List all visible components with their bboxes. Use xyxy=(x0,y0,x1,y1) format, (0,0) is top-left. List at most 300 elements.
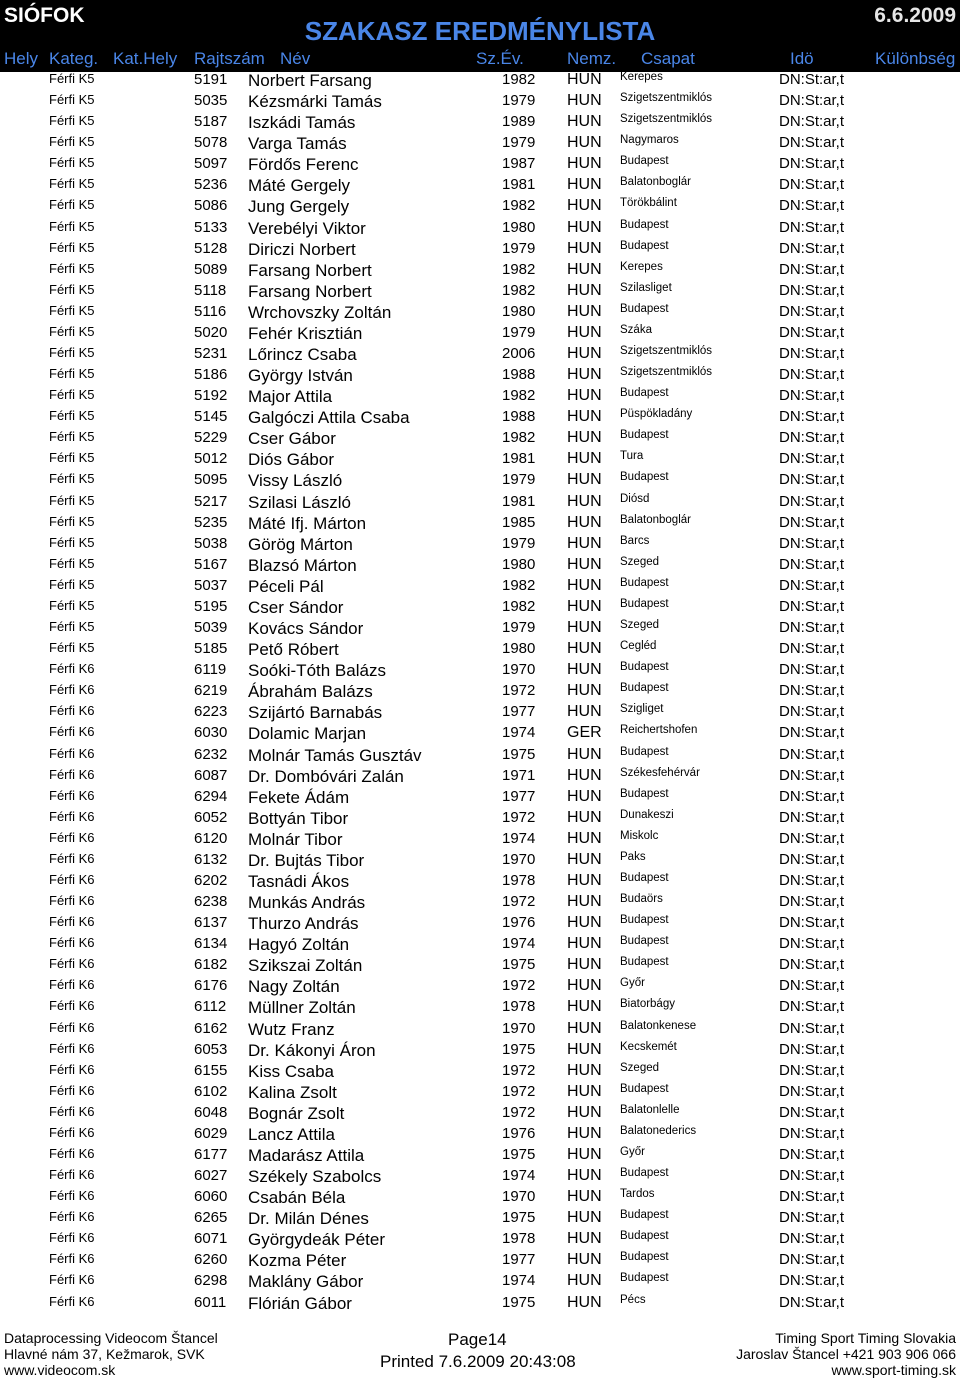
birth-year-cell: 1980 xyxy=(502,218,536,236)
bib-cell: 6202 xyxy=(194,871,228,889)
table-row xyxy=(0,893,960,914)
time-cell: DN:St:ar,t xyxy=(779,724,845,742)
time-cell: DN:St:ar,t xyxy=(779,1188,845,1206)
table-row xyxy=(0,240,960,261)
table-row xyxy=(0,1209,960,1230)
name-cell: Major Attila xyxy=(248,387,333,407)
event-date: 6.6.2009 xyxy=(874,4,956,27)
table-row xyxy=(0,1188,960,1209)
time-cell: DN:St:ar,t xyxy=(779,829,845,847)
birth-year-cell: 1976 xyxy=(502,1124,536,1142)
nationality-cell: HUN xyxy=(567,197,602,215)
name-cell: Máté Ifj. Márton xyxy=(248,513,367,533)
birth-year-cell: 1978 xyxy=(502,1230,536,1248)
birth-year-cell: 1975 xyxy=(502,745,536,763)
birth-year-cell: 1977 xyxy=(502,787,536,805)
club-cell: Miskolc xyxy=(620,829,659,842)
bib-cell: 5038 xyxy=(194,534,228,552)
category-cell: Férfi K6 xyxy=(49,787,95,803)
club-cell: Szigetszentmiklós xyxy=(620,113,713,126)
category-cell: Férfi K5 xyxy=(49,450,95,466)
time-cell: DN:St:ar,t xyxy=(779,113,845,131)
birth-year-cell: 1970 xyxy=(502,1188,536,1206)
category-cell: Férfi K5 xyxy=(49,260,95,276)
category-cell: Férfi K6 xyxy=(49,1061,95,1077)
page-number: Page14 xyxy=(448,1330,507,1349)
club-cell: Dunakeszi xyxy=(620,808,674,821)
name-cell: Kalina Zsolt xyxy=(248,1082,337,1102)
nationality-cell: HUN xyxy=(567,345,602,363)
club-cell: Budaörs xyxy=(620,893,663,906)
footer-timing-company: Timing Sport Timing Slovakia xyxy=(775,1330,956,1346)
birth-year-cell: 1982 xyxy=(502,260,536,278)
name-cell: Molnár Tamás Gusztáv xyxy=(248,745,422,765)
birth-year-cell: 1982 xyxy=(502,197,536,215)
bib-cell: 6071 xyxy=(194,1230,228,1248)
club-cell: Balatonboglár xyxy=(620,513,691,526)
footer-address: Hlavné nám 37, Kežmarok, SVK xyxy=(4,1346,205,1362)
table-row xyxy=(0,1125,960,1146)
time-cell: DN:St:ar,t xyxy=(779,956,845,974)
table-row xyxy=(0,387,960,408)
club-cell: Püspökladány xyxy=(620,408,693,421)
printed-timestamp: Printed 7.6.2009 20:43:08 xyxy=(380,1352,576,1371)
category-cell: Férfi K6 xyxy=(49,1040,95,1056)
results-table xyxy=(0,71,960,1315)
bib-cell: 6260 xyxy=(194,1251,228,1269)
category-cell: Férfi K6 xyxy=(49,1145,95,1161)
table-row xyxy=(0,493,960,514)
table-row xyxy=(0,197,960,218)
time-cell: DN:St:ar,t xyxy=(779,871,845,889)
time-cell: DN:St:ar,t xyxy=(779,1209,845,1227)
club-cell: Nagymaros xyxy=(620,134,679,147)
table-row xyxy=(0,577,960,598)
time-cell: DN:St:ar,t xyxy=(779,197,845,215)
category-cell: Férfi K5 xyxy=(49,197,95,213)
nationality-cell: HUN xyxy=(567,703,602,721)
club-cell: Száka xyxy=(620,323,652,336)
category-cell: Férfi K5 xyxy=(49,92,95,108)
col-bib: Rajtszám xyxy=(194,49,265,68)
time-cell: DN:St:ar,t xyxy=(779,323,845,341)
nationality-cell: HUN xyxy=(567,408,602,426)
birth-year-cell: 1977 xyxy=(502,703,536,721)
nationality-cell: HUN xyxy=(567,619,602,637)
bib-cell: 6182 xyxy=(194,956,228,974)
category-cell: Férfi K6 xyxy=(49,1188,95,1204)
category-cell: Férfi K5 xyxy=(49,471,95,487)
club-cell: Szeged xyxy=(620,1061,660,1074)
table-row xyxy=(0,682,960,703)
club-cell: Szigetszentmiklós xyxy=(620,92,713,105)
bib-cell: 6176 xyxy=(194,977,228,995)
birth-year-cell: 1972 xyxy=(502,1082,536,1100)
nationality-cell: HUN xyxy=(567,1188,602,1206)
nationality-cell: HUN xyxy=(567,1124,602,1142)
nationality-cell: HUN xyxy=(567,71,602,88)
birth-year-cell: 1979 xyxy=(502,534,536,552)
club-cell: Budapest xyxy=(620,471,669,484)
name-cell: Ábrahám Balázs xyxy=(248,682,373,702)
nationality-cell: HUN xyxy=(567,1167,602,1185)
bib-cell: 6102 xyxy=(194,1082,228,1100)
name-cell: Soóki-Tóth Balázs xyxy=(248,661,386,681)
club-cell: Paks xyxy=(620,850,646,863)
name-cell: Vissy László xyxy=(248,471,343,491)
club-cell: Budapest xyxy=(620,745,669,758)
category-cell: Férfi K6 xyxy=(49,829,95,845)
table-row xyxy=(0,830,960,851)
footer-contact: Jaroslav Štancel +421 903 906 066 xyxy=(736,1346,956,1362)
birth-year-cell: 1974 xyxy=(502,1167,536,1185)
nationality-cell: HUN xyxy=(567,661,602,679)
page-footer xyxy=(0,1322,960,1381)
club-cell: Budapest xyxy=(620,956,669,969)
club-cell: Budapest xyxy=(620,218,669,231)
nationality-cell: HUN xyxy=(567,1061,602,1079)
name-cell: Bognár Zsolt xyxy=(248,1103,345,1123)
category-cell: Férfi K6 xyxy=(49,703,95,719)
time-cell: DN:St:ar,t xyxy=(779,661,845,679)
time-cell: DN:St:ar,t xyxy=(779,471,845,489)
time-cell: DN:St:ar,t xyxy=(779,281,845,299)
club-cell: Budapest xyxy=(620,597,669,610)
time-cell: DN:St:ar,t xyxy=(779,218,845,236)
nationality-cell: HUN xyxy=(567,134,602,152)
bib-cell: 6219 xyxy=(194,682,228,700)
club-cell: Kerepes xyxy=(620,260,663,273)
nationality-cell: HUN xyxy=(567,956,602,974)
name-cell: Munkás András xyxy=(248,893,366,913)
category-cell: Férfi K5 xyxy=(49,408,95,424)
bib-cell: 5231 xyxy=(194,345,228,363)
club-cell: Budapest xyxy=(620,1272,669,1285)
bib-cell: 6053 xyxy=(194,1040,228,1058)
nationality-cell: HUN xyxy=(567,1272,602,1290)
category-cell: Férfi K5 xyxy=(49,323,95,339)
bib-cell: 5095 xyxy=(194,471,228,489)
name-cell: Dr. Milán Dénes xyxy=(248,1209,369,1229)
time-cell: DN:St:ar,t xyxy=(779,1019,845,1037)
category-cell: Férfi K6 xyxy=(49,850,95,866)
bib-cell: 5133 xyxy=(194,218,228,236)
table-row xyxy=(0,746,960,767)
club-cell: Tura xyxy=(620,450,644,463)
time-cell: DN:St:ar,t xyxy=(779,1124,845,1142)
bib-cell: 5236 xyxy=(194,176,228,194)
table-row xyxy=(0,851,960,872)
time-cell: DN:St:ar,t xyxy=(779,513,845,531)
table-row xyxy=(0,935,960,956)
club-cell: Balatonboglár xyxy=(620,176,691,189)
birth-year-cell: 1978 xyxy=(502,998,536,1016)
nationality-cell: HUN xyxy=(567,1251,602,1269)
nationality-cell: HUN xyxy=(567,1209,602,1227)
bib-cell: 5097 xyxy=(194,155,228,173)
club-cell: Budapest xyxy=(620,1167,669,1180)
name-cell: Nagy Zoltán xyxy=(248,977,340,997)
bib-cell: 5186 xyxy=(194,366,228,384)
table-row xyxy=(0,809,960,830)
name-cell: Wrchovszky Zoltán xyxy=(248,302,392,322)
nationality-cell: HUN xyxy=(567,935,602,953)
time-cell: DN:St:ar,t xyxy=(779,977,845,995)
bib-cell: 6060 xyxy=(194,1188,228,1206)
club-cell: Budapest xyxy=(620,661,669,674)
birth-year-cell: 1982 xyxy=(502,281,536,299)
time-cell: DN:St:ar,t xyxy=(779,1293,845,1311)
category-cell: Férfi K6 xyxy=(49,871,95,887)
table-row xyxy=(0,219,960,240)
club-cell: Budapest xyxy=(620,682,669,695)
name-cell: Verebélyi Viktor xyxy=(248,218,366,238)
category-cell: Férfi K6 xyxy=(49,956,95,972)
club-cell: Kerepes xyxy=(620,71,663,83)
table-row xyxy=(0,113,960,134)
nationality-cell: HUN xyxy=(567,1019,602,1037)
category-cell: Férfi K5 xyxy=(49,387,95,403)
category-cell: Férfi K5 xyxy=(49,281,95,297)
birth-year-cell: 1972 xyxy=(502,682,536,700)
category-cell: Férfi K6 xyxy=(49,1293,95,1309)
birth-year-cell: 1972 xyxy=(502,1061,536,1079)
category-cell: Férfi K5 xyxy=(49,555,95,571)
nationality-cell: HUN xyxy=(567,977,602,995)
table-row xyxy=(0,261,960,282)
name-cell: Norbert Farsang xyxy=(248,71,372,90)
nationality-cell: HUN xyxy=(567,176,602,194)
name-cell: Dr. Kákonyi Áron xyxy=(248,1040,376,1060)
table-row xyxy=(0,998,960,1019)
name-cell: Molnár Tibor xyxy=(248,829,343,849)
name-cell: Farsang Norbert xyxy=(248,281,372,301)
category-cell: Férfi K5 xyxy=(49,619,95,635)
bib-cell: 6232 xyxy=(194,745,228,763)
club-cell: Budapest xyxy=(620,387,669,400)
table-row xyxy=(0,92,960,113)
time-cell: DN:St:ar,t xyxy=(779,155,845,173)
time-cell: DN:St:ar,t xyxy=(779,534,845,552)
table-row xyxy=(0,176,960,197)
birth-year-cell: 1978 xyxy=(502,871,536,889)
club-cell: Budapest xyxy=(620,914,669,927)
birth-year-cell: 1980 xyxy=(502,555,536,573)
name-cell: Flórián Gábor xyxy=(248,1293,352,1313)
birth-year-cell: 1981 xyxy=(502,450,536,468)
time-cell: DN:St:ar,t xyxy=(779,134,845,152)
bib-cell: 6162 xyxy=(194,1019,228,1037)
bib-cell: 5035 xyxy=(194,92,228,110)
birth-year-cell: 1980 xyxy=(502,302,536,320)
bib-cell: 6119 xyxy=(194,661,227,679)
club-cell: Budapest xyxy=(620,302,669,315)
nationality-cell: HUN xyxy=(567,640,602,658)
bib-cell: 5078 xyxy=(194,134,228,152)
category-cell: Férfi K6 xyxy=(49,724,95,740)
category-cell: Férfi K5 xyxy=(49,345,95,361)
nationality-cell: HUN xyxy=(567,155,602,173)
bib-cell: 6177 xyxy=(194,1145,228,1163)
table-row xyxy=(0,661,960,682)
name-cell: Jung Gergely xyxy=(248,197,350,217)
birth-year-cell: 1974 xyxy=(502,829,536,847)
name-cell: Blazsó Márton xyxy=(248,555,357,575)
time-cell: DN:St:ar,t xyxy=(779,450,845,468)
category-cell: Férfi K6 xyxy=(49,998,95,1014)
name-cell: Diós Gábor xyxy=(248,450,334,470)
club-cell: Reichertshofen xyxy=(620,724,698,737)
nationality-cell: HUN xyxy=(567,513,602,531)
nationality-cell: HUN xyxy=(567,1145,602,1163)
time-cell: DN:St:ar,t xyxy=(779,366,845,384)
nationality-cell: HUN xyxy=(567,871,602,889)
table-row xyxy=(0,767,960,788)
name-cell: Kiss Csaba xyxy=(248,1061,334,1081)
table-row xyxy=(0,640,960,661)
nationality-cell: HUN xyxy=(567,808,602,826)
nationality-cell: HUN xyxy=(567,1082,602,1100)
table-row xyxy=(0,1230,960,1251)
category-cell: Férfi K6 xyxy=(49,1230,95,1246)
bib-cell: 6027 xyxy=(194,1167,228,1185)
table-row xyxy=(0,1294,960,1315)
time-cell: DN:St:ar,t xyxy=(779,935,845,953)
category-cell: Férfi K5 xyxy=(49,155,95,171)
table-row xyxy=(0,1146,960,1167)
name-cell: Fekete Ádám xyxy=(248,787,350,807)
bib-cell: 5229 xyxy=(194,429,228,447)
table-row xyxy=(0,303,960,324)
category-cell: Férfi K5 xyxy=(49,513,95,529)
table-row xyxy=(0,619,960,640)
nationality-cell: HUN xyxy=(567,1040,602,1058)
club-cell: Budapest xyxy=(620,871,669,884)
table-row xyxy=(0,155,960,176)
table-row xyxy=(0,535,960,556)
birth-year-cell: 1982 xyxy=(502,387,536,405)
time-cell: DN:St:ar,t xyxy=(779,1145,845,1163)
bib-cell: 6087 xyxy=(194,766,228,784)
nationality-cell: HUN xyxy=(567,450,602,468)
birth-year-cell: 1975 xyxy=(502,1040,536,1058)
time-cell: DN:St:ar,t xyxy=(779,597,845,615)
name-cell: Dolamic Marjan xyxy=(248,724,367,744)
birth-year-cell: 1971 xyxy=(502,766,536,784)
bib-cell: 6029 xyxy=(194,1124,228,1142)
category-cell: Férfi K6 xyxy=(49,745,95,761)
table-row xyxy=(0,724,960,745)
club-cell: Budapest xyxy=(620,1251,669,1264)
time-cell: DN:St:ar,t xyxy=(779,345,845,363)
nationality-cell: HUN xyxy=(567,429,602,447)
nationality-cell: HUN xyxy=(567,387,602,405)
category-cell: Férfi K5 xyxy=(49,597,95,613)
footer-company: Dataprocessing Videocom Štancel xyxy=(4,1330,218,1346)
time-cell: DN:St:ar,t xyxy=(779,914,845,932)
category-cell: Férfi K5 xyxy=(49,218,95,234)
birth-year-cell: 1975 xyxy=(502,1145,536,1163)
birth-year-cell: 1988 xyxy=(502,408,536,426)
category-cell: Férfi K6 xyxy=(49,1209,95,1225)
results-header xyxy=(0,0,960,72)
name-cell: Madarász Attila xyxy=(248,1145,365,1165)
name-cell: Maklány Gábor xyxy=(248,1272,364,1292)
birth-year-cell: 1970 xyxy=(502,850,536,868)
club-cell: Balatonederics xyxy=(620,1124,697,1137)
club-cell: Törökbálint xyxy=(620,197,677,210)
bib-cell: 6137 xyxy=(194,914,228,932)
time-cell: DN:St:ar,t xyxy=(779,429,845,447)
nationality-cell: HUN xyxy=(567,555,602,573)
name-cell: Szilasi László xyxy=(248,492,351,512)
table-row xyxy=(0,1083,960,1104)
club-cell: Tardos xyxy=(620,1188,655,1201)
birth-year-cell: 1979 xyxy=(502,239,536,257)
category-cell: Férfi K6 xyxy=(49,1167,95,1183)
birth-year-cell: 1975 xyxy=(502,1293,536,1311)
club-cell: Diósd xyxy=(620,492,650,505)
category-cell: Férfi K6 xyxy=(49,661,95,677)
table-row xyxy=(0,408,960,429)
birth-year-cell: 1982 xyxy=(502,429,536,447)
category-cell: Férfi K6 xyxy=(49,766,95,782)
bib-cell: 5118 xyxy=(194,281,227,299)
category-cell: Férfi K5 xyxy=(49,239,95,255)
time-cell: DN:St:ar,t xyxy=(779,408,845,426)
bib-cell: 5128 xyxy=(194,239,228,257)
col-name: Név xyxy=(280,49,311,68)
birth-year-cell: 1976 xyxy=(502,914,536,932)
category-cell: Férfi K6 xyxy=(49,935,95,951)
name-cell: Szikszai Zoltán xyxy=(248,956,363,976)
time-cell: DN:St:ar,t xyxy=(779,1230,845,1248)
nationality-cell: HUN xyxy=(567,534,602,552)
table-row xyxy=(0,872,960,893)
col-nationality: Nemz. xyxy=(567,49,617,68)
time-cell: DN:St:ar,t xyxy=(779,302,845,320)
club-cell: Pécs xyxy=(620,1293,646,1306)
nationality-cell: HUN xyxy=(567,471,602,489)
bib-cell: 5192 xyxy=(194,387,228,405)
time-cell: DN:St:ar,t xyxy=(779,1103,845,1121)
club-cell: Balatonkenese xyxy=(620,1019,697,1032)
table-row xyxy=(0,514,960,535)
time-cell: DN:St:ar,t xyxy=(779,893,845,911)
category-cell: Férfi K6 xyxy=(49,914,95,930)
bib-cell: 5185 xyxy=(194,640,228,658)
table-row xyxy=(0,598,960,619)
category-cell: Férfi K5 xyxy=(49,134,95,150)
col-place: Hely xyxy=(4,49,39,68)
club-cell: Szigliget xyxy=(620,703,664,716)
table-row xyxy=(0,1041,960,1062)
bib-cell: 5145 xyxy=(194,408,228,426)
birth-year-cell: 1988 xyxy=(502,366,536,384)
category-cell: Férfi K5 xyxy=(49,576,95,592)
time-cell: DN:St:ar,t xyxy=(779,176,845,194)
table-row xyxy=(0,324,960,345)
time-cell: DN:St:ar,t xyxy=(779,576,845,594)
name-cell: Dr. Dombóvári Zalán xyxy=(248,766,404,786)
bib-cell: 5116 xyxy=(194,302,227,320)
name-cell: Wutz Franz xyxy=(248,1019,335,1039)
nationality-cell: HUN xyxy=(567,1103,602,1121)
bib-cell: 6132 xyxy=(194,850,228,868)
name-cell: Varga Tamás xyxy=(248,134,347,154)
birth-year-cell: 1982 xyxy=(502,71,536,88)
time-cell: DN:St:ar,t xyxy=(779,619,845,637)
